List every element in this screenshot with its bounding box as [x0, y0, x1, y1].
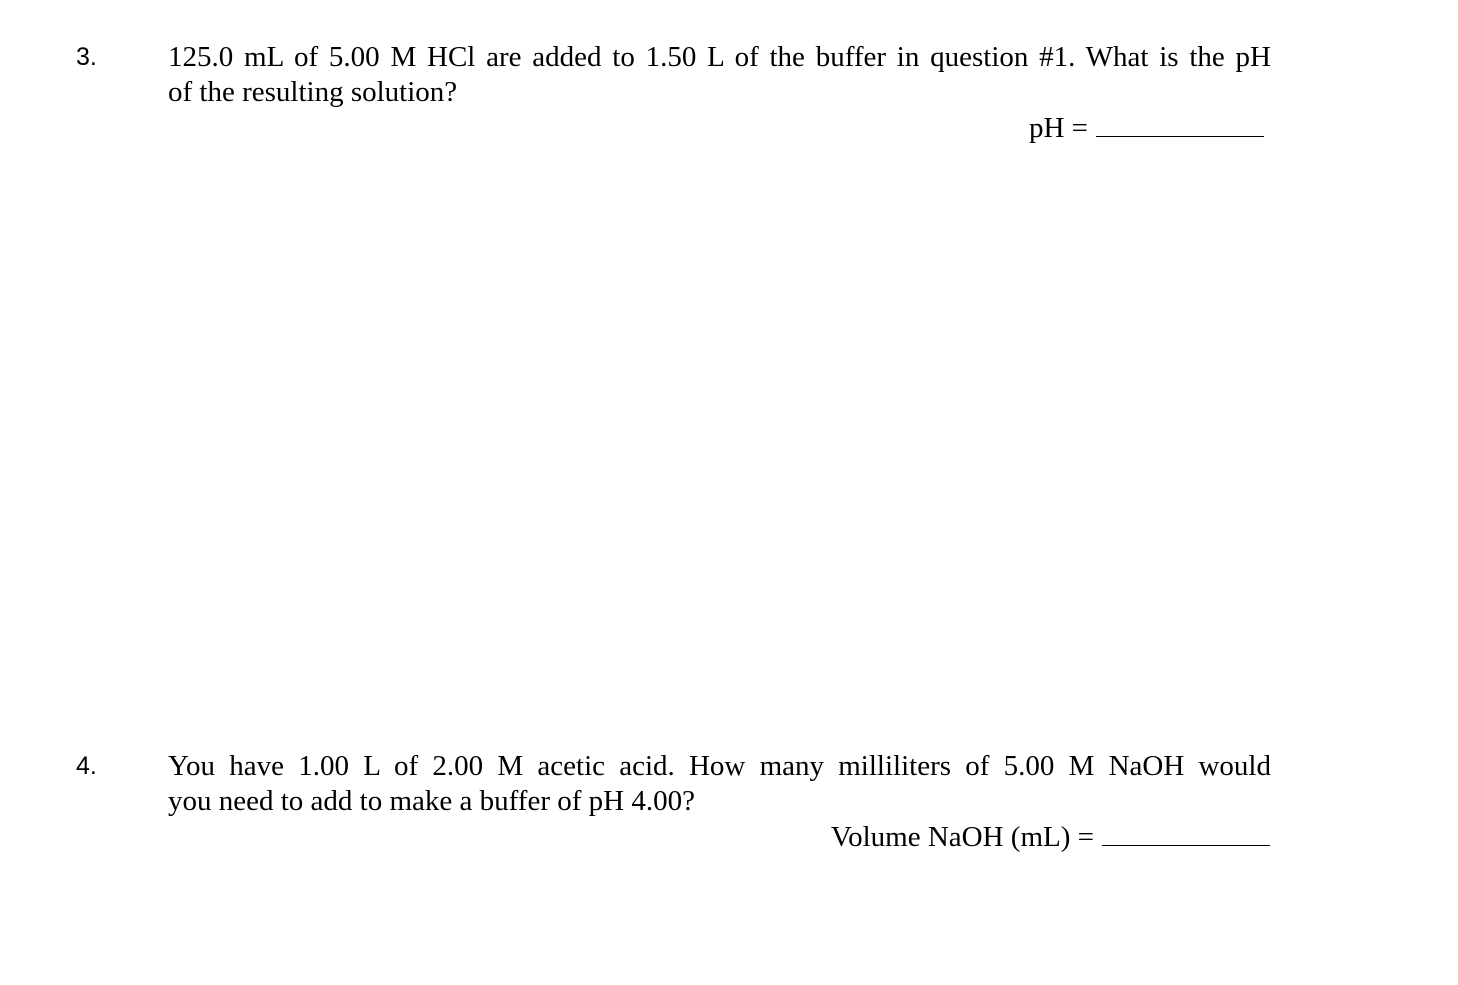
answer-label: Volume NaOH (mL) = — [830, 821, 1094, 853]
question-number: 4. — [76, 752, 97, 780]
question-text-line: you need to add to make a buffer of pH 4.00? — [168, 785, 695, 817]
answer-blank[interactable] — [1096, 114, 1264, 137]
answer-label: pH = — [1028, 112, 1088, 144]
answer-line — [1029, 111, 1264, 146]
answer-blank[interactable] — [1102, 823, 1270, 846]
question-text — [168, 749, 1271, 819]
question-number: 3. — [76, 43, 97, 71]
question-text-line: of the resulting solution? — [168, 76, 458, 108]
answer-line — [831, 820, 1270, 855]
question-text-line: 125.0 mL of 5.00 M HCl are added to 1.50 L of the buffer in question #1. What is the pH — [168, 41, 1271, 73]
question-text — [168, 40, 1271, 110]
question-text-line: You have 1.00 L of 2.00 M acetic acid. How many milliliters of 5.00 M NaOH would — [168, 750, 1271, 782]
